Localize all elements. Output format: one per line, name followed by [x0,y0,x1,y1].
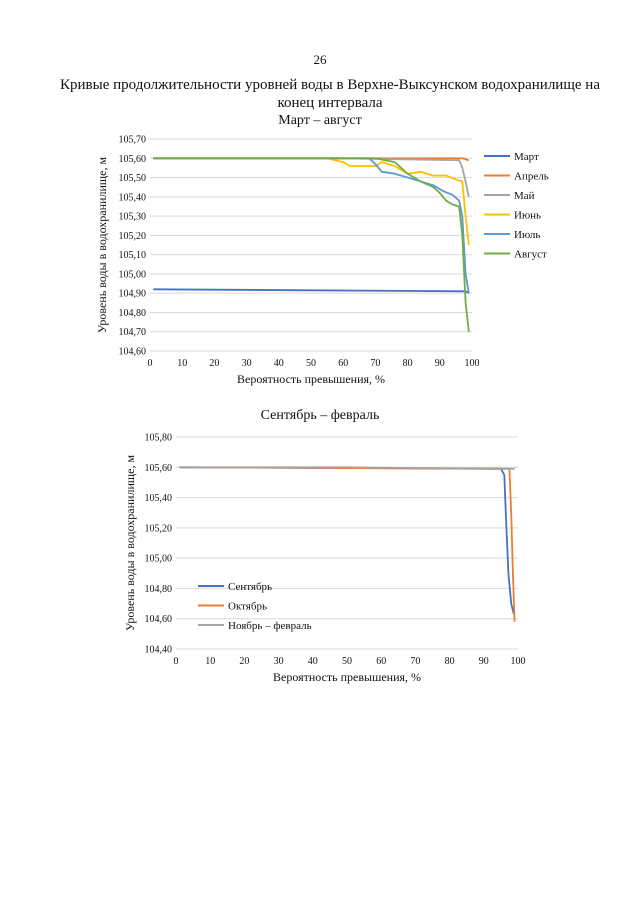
chart-1-y-tick-label: 104,90 [118,288,146,300]
chart-1-y-tick-label: 104,60 [118,346,146,358]
chart-2-legend-label: Сентябрь [228,581,273,593]
chart-2-y-tick-label: 104,80 [144,583,172,595]
chart-1-x-tick-label: 90 [434,358,445,369]
chart-2-x-tick-label: 90 [478,656,489,667]
chart-1-x-tick-label: 80 [402,358,413,369]
chart-2-y-tick-label: 105,20 [144,523,172,535]
chart-1-x-tick-label: 20 [209,358,220,369]
chart-2-y-tick-label: 105,60 [144,462,172,474]
chart-2-y-tick-label: 104,60 [144,614,172,626]
chart-2-x-tick-label: 50 [342,656,352,667]
chart-2-series-line [179,467,514,621]
chart-1-x-tick-label: 30 [241,358,252,369]
chart-1-y-tick-label: 105,40 [118,192,146,204]
chart-1-x-tick-label: 100 [464,358,480,369]
chart-2-x-tick-label: 70 [410,656,421,667]
chart-1-y-tick-label: 104,70 [118,327,146,339]
chart-1-x-tick-label: 10 [177,358,188,369]
chart-1-legend-label: Июнь [514,209,542,222]
chart-1-x-tick-label: 60 [338,358,349,369]
chart-2-x-tick-label: 20 [239,656,250,667]
chart-2-y-tick-label: 104,40 [144,644,172,656]
chart-2-y-tick-label: 105,40 [144,493,172,505]
chart-1-y-tick-label: 105,70 [118,134,146,146]
chart-1-legend-label: Март [514,151,539,163]
chart-1-legend-label: Июль [514,229,541,241]
chart-1-y-tick-label: 105,50 [118,173,146,185]
chart-2-legend-label: Ноябрь – февраль [228,620,312,632]
chart-1-x-tick-label: 0 [147,358,153,369]
chart-1-y-tick-label: 105,30 [118,211,146,223]
chart-2-legend-label: Октябрь [228,600,267,613]
chart-2-x-tick-label: 30 [273,656,284,667]
chart-2-x-axis-label: Вероятность превышения, % [272,670,422,684]
chart-2-x-tick-label: 10 [205,656,216,667]
chart-1-y-axis-label: Уровень воды в водохранилище, м [95,156,109,334]
chart-2-x-tick-label: 80 [444,656,455,667]
chart-2-y-tick-label: 105,00 [144,553,172,565]
chart-1-y-tick-label: 105,10 [118,250,146,262]
chart-1-y-tick-label: 104,80 [118,307,146,319]
chart-1-title: Март – август [278,113,362,128]
chart-2-title: Сентябрь – февраль [260,408,380,423]
chart-2-y-tick-label: 105,80 [144,432,172,444]
chart-1-y-tick-label: 105,00 [118,269,146,281]
chart-1-x-tick-label: 50 [306,358,316,369]
page-title: Кривые продолжительности уровней воды в Верхне-Выксунском водохранилище на конец интервала [60,77,600,111]
page-number: 26 [313,52,327,67]
chart-2-y-axis-label: Уровень воды в водохранилище, м [123,454,137,632]
chart-2-x-tick-label: 40 [307,656,318,667]
chart-2-x-tick-label: 60 [376,656,387,667]
chart-1-legend-label: Август [514,248,547,261]
chart-1-legend-label: Май [514,190,535,202]
chart-2-x-tick-label: 100 [510,656,526,667]
chart-1-x-axis-label: Вероятность превышения, % [236,372,386,386]
chart-1-x-tick-label: 70 [370,358,381,369]
chart-1-x-tick-label: 40 [273,358,284,369]
chart-2-x-tick-label: 0 [173,656,179,667]
chart-1-y-tick-label: 105,60 [118,153,146,165]
chart-1-legend-label: Апрель [514,170,549,183]
chart-1-y-tick-label: 105,20 [118,230,146,242]
